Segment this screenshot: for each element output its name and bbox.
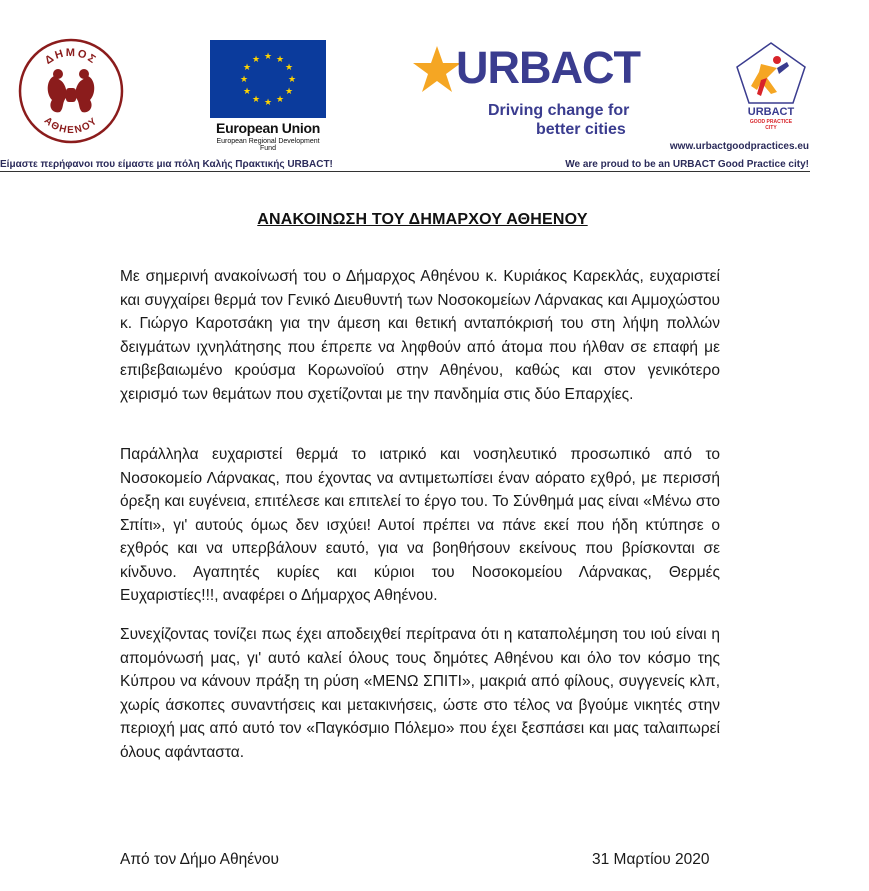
english-slogan: We are proud to be an URBACT Good Practice city! (565, 159, 809, 170)
svg-text:★: ★ (239, 75, 249, 85)
good-practice-badge-icon (733, 40, 809, 106)
seal-top-text: ΔΗΜΟΣ (42, 46, 100, 67)
urbact-logo (412, 40, 662, 140)
document-date: 31 Μαρτίου 2020 (592, 851, 710, 868)
svg-text:★: ★ (242, 87, 252, 97)
good-practice-subtitle: GOOD PRACTICE (749, 119, 793, 125)
european-union-logo (208, 40, 328, 150)
eu-fund-name: European Regional Development Fund (216, 138, 320, 152)
svg-text:★: ★ (251, 55, 261, 65)
svg-text:★: ★ (263, 52, 273, 62)
document-title (0, 211, 869, 229)
urbact-wordmark: URBACT (456, 42, 640, 93)
body-paragraph-3: Συνεχίζοντας τονίζει πως έχει αποδειχθεί περίτρανα ότι η καταπολέμηση του ιού είναι η απομόνωσή μας, γι' αυτό καλεί όλους τους δημότες Αθηένου και όλο τον κόσμο της Κύπρου να κάνουν πράξη τη ρύση «ΜΕΝΩ ΣΠΙΤΙ», μακριά από φίλους, συγγενείς κλπ, χωρίς άσκοπες συναντήσεις και μετακινήσεις, ώστε στο τέλος να βγούμε νικητές στην περιοχή μας από αυτό τον «Παγκόσμιο Πόλεμο» που έχει ξεσπάσει και μας ταλαιπωρεί όλους αφάνταστα. (120, 626, 720, 761)
svg-text:ΑΘΗΕΝΟΥ (42, 115, 100, 136)
svg-text:★: ★ (284, 63, 294, 73)
eu-name: European Union (216, 120, 320, 136)
greek-slogan: Είμαστε περήφανοι που είμαστε μια πόλη Καλής Πρακτικής URBACT! (0, 159, 333, 170)
good-practice-title: URBACT (747, 106, 795, 118)
header-divider (0, 171, 810, 172)
svg-text:ΔΗΜΟΣ (43, 47, 99, 67)
urbact-star-icon (412, 44, 462, 94)
municipal-seal-icon (16, 36, 126, 146)
seal-bottom-text: ΑΘΗΕΝΟΥ (41, 115, 101, 137)
signoff: Από τον Δήμο Αθηένου (120, 851, 279, 868)
urbact-tagline-line-2: better cities (536, 121, 626, 138)
svg-text:★: ★ (251, 95, 261, 105)
document-title-text: ΑΝΑΚΟΙΝΩΣΗ ΤΟΥ ΔΗΜΑΡΧΟΥ ΑΘΗΕΝΟΥ (257, 211, 588, 228)
svg-text:★: ★ (287, 75, 297, 85)
good-practice-city-label: CITY (765, 125, 777, 131)
website-url: www.urbactgoodpractices.eu (669, 141, 809, 152)
eu-flag-icon (210, 40, 326, 118)
svg-text:★: ★ (263, 98, 273, 108)
urbact-tagline-line-1: Driving change for (488, 102, 630, 119)
body-paragraph-2: Παράλληλα ευχαριστεί θερμά το ιατρικό και νοσηλευτικό προσωπικό από το Νοσοκομείο Λάρνακας, που έχοντας να αντιμετωπίσει έναν αόρατο εχθρό, με περισσή όρεξη και ευγένεια, επιτέλεσε και επιτελεί το έργο του. Το Σύνθημά μας είναι «Μένω στο Σπίτι», γι' αυτούς όμως δεν ισχύει! Αυτοί πρέπει να πάνε εκεί που ήδη κτύπησε ο εχθρός και να υπερβάλουν εαυτό, για να βοηθήσουν εκείνους που βρίσκονται σε κίνδυνο. Αγαπητές κυρίες και κύριοι του Νοσοκομείου Λάρνακας, Θερμές Ευχαριστίες!!!, αναφέρει ο Δήμαρχος Αθηένου. (120, 446, 720, 604)
svg-text:★: ★ (284, 87, 294, 97)
municipality-logo (16, 36, 126, 146)
svg-text:★: ★ (242, 63, 252, 73)
good-practice-city-logo (733, 40, 809, 140)
svg-text:★: ★ (275, 95, 285, 105)
body-paragraph-1: Με σημερινή ανακοίνωσή του ο Δήμαρχος Αθηένου κ. Κυριάκος Καρεκλάς, ευχαριστεί και συγχαίρει θερμά τον Γενικό Διευθυντή των Νοσοκομείων Λάρνακας και Αμμοχώστου κ. Γιώργο Καροτσάκη για την άμεση και θετική ανταπόκρισή του στη λήψη πολλών δειγμάτων ιχνηλάτησης που έπρεπε να ληφθούν από άτομα που ήλθαν σε επαφή με επιβεβαιωμένο κρούσμα Κορωνοϊού στην Αθηένου, καθώς και στον γενικότερο χειρισμό των θεμάτων που σχετίζονται με την πανδημία στις δύο Επαρχίες. (120, 268, 720, 403)
svg-text:★: ★ (275, 55, 285, 65)
